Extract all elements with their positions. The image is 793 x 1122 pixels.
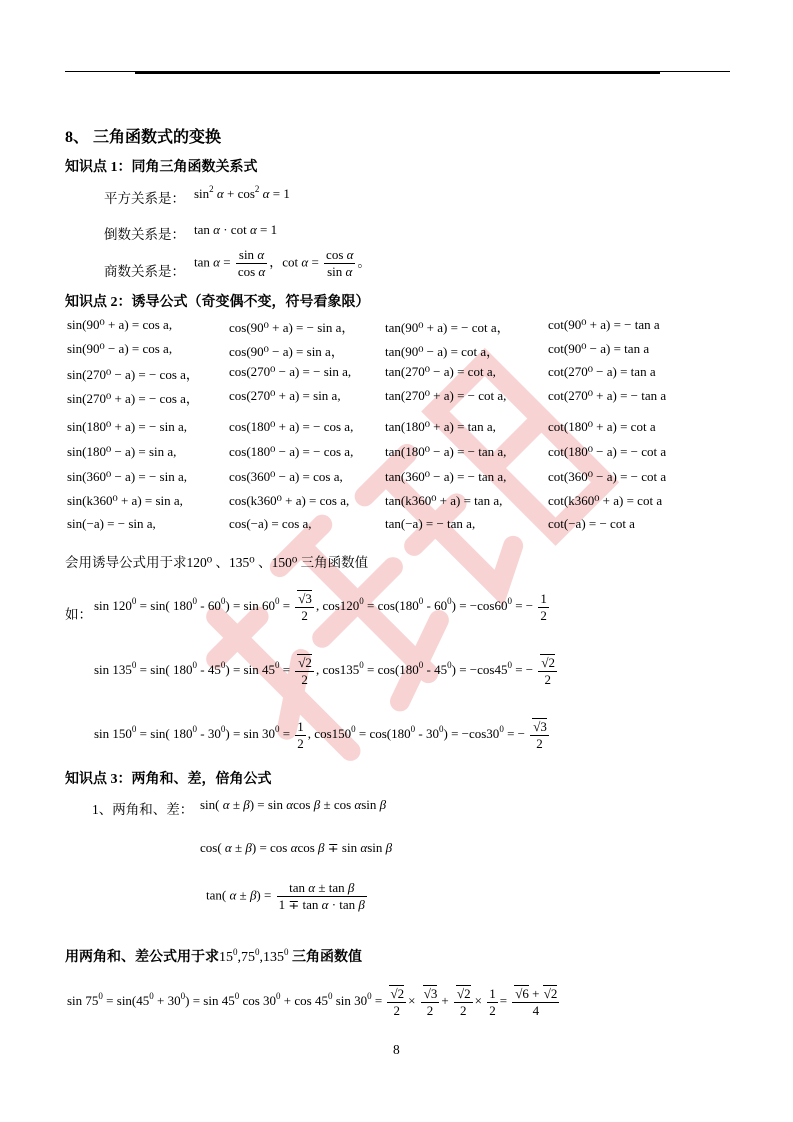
induction-formula-cell: cot(−a) = − cot a [548,516,635,531]
example-120: $\sin 120^0 = \sin$( $180^0 - 60^0) = \sin 60^0$ = $\frac{√3}{2}$ , $\cos 120^0 = \cos(180^0 - 60^0) = -\cos 60^0$ = − $\frac{1}{2}$ [94,590,547,623]
induction-formula-cell: sin(k360⁰ + a) = sin a, [67,493,183,508]
induction-formula-cell: sin(90⁰ + a) = cos a, [67,317,173,332]
example-prefix: 如： [65,607,92,622]
quotient-relation-label: 商数关系是： [104,264,185,279]
induction-formula-cell: sin(180⁰ − a) = sin a, [67,444,177,459]
induction-formula-cell: tan(−a) = − tan a, [385,516,476,531]
induction-formula-cell: tan(90⁰ − a) = cot a， [385,344,500,359]
induction-formula-cell: tan(270⁰ + a) = − cot a, [385,388,507,403]
sin75-formula: $\sin 75^0 = \sin(45^0 + 30^0) = \sin 45^0$ $\cos 30^0 + \cos 45^0$ $\sin 30^0$ = $\frac{√2}{2}$ × $\frac{√3}{2}$ + $\frac{√2}{2}$ × $\frac{1}{2}$ = $\frac{√6 + √2}{4}$ [67,985,558,1018]
induction-formula-cell: tan(k360⁰ + a) = tan a, [385,493,503,508]
induction-formula-cell: cot(180⁰ − a) = − cot a [548,444,667,459]
square-relation-formula: $\sin^2 \alpha + \cos^2 \alpha = 1$ [194,184,290,201]
induction-formula-cell: cot(90⁰ + a) = − tan a [548,317,660,332]
square-relation-label: 平方关系是： [104,191,185,206]
sum-diff-label: 1、两角和、差： [92,802,194,817]
section-title: 8、 三角函数式的变换 [65,129,222,146]
cos-sum-diff-formula: cos( α ± β) = cos αcos β ∓ sin αsin β [200,840,393,855]
induction-formula-cell: cot(270⁰ + a) = − tan a [548,388,667,403]
reciprocal-relation-label: 倒数关系是： [104,227,185,242]
induction-formula-cell: tan(180⁰ − a) = − tan a, [385,444,507,459]
kp2-title: 知识点 2：诱导公式（奇变偶不变，符号看象限） [65,295,370,310]
induction-formula-cell: cos(270⁰ + a) = sin a, [229,388,341,403]
induction-formula-cell: cos(360⁰ − a) = cos a, [229,469,343,484]
sin-sum-diff-formula: sin( α ± β) = sin αcos β ± cos αsin β [200,797,387,812]
induction-formula-cell: cos(270⁰ − a) = − sin a, [229,364,352,379]
example-150: $\sin 150^0 = \sin$( $180^0 - 30^0) = \sin 30^0$ = $\frac{1}{2}$ , $\cos 150^0 = \cos(180^0 - 30^0) = -\cos 30^0$ = − $\frac{√3}{2}$ [94,718,547,751]
induction-formula-cell: cos(180⁰ + a) = − cos a, [229,419,354,434]
induction-formula-cell: cos(−a) = cos a, [229,516,312,531]
induction-formula-cell: tan(270⁰ − a) = cot a, [385,364,496,379]
induction-formula-cell: tan(90⁰ + a) = − cot a， [385,320,510,335]
induction-formula-cell: sin(180⁰ + a) = − sin a, [67,419,187,434]
induction-formula-cell: sin(−a) = − sin a, [67,516,156,531]
kp3-title: 知识点 3：两角和、差，倍角公式 [65,772,272,787]
induction-formula-cell: cot(270⁰ − a) = tan a [548,364,656,379]
induction-formula-cell: cos(k360⁰ + a) = cos a, [229,493,350,508]
header-rule-thick [135,71,660,74]
induction-formula-cell: cot(k360⁰ + a) = cot a [548,493,663,508]
induction-formula-cell: cot(180⁰ + a) = cot a [548,419,656,434]
usage2-text: 用两角和、差公式用于求$15^0,75^0,135^0$ 三角函数值 [65,947,362,965]
kp1-title: 知识点 1：同角三角函数关系式 [65,160,258,175]
induction-formula-cell: cos(180⁰ − a) = − cos a, [229,444,354,459]
page-number: 8 [393,1042,400,1057]
induction-formula-cell: tan(180⁰ + a) = tan a, [385,419,496,434]
induction-formula-cell: sin(270⁰ + a) = − cos a， [67,391,199,406]
usage-text: 会用诱导公式用于求120⁰ 、135⁰ 、150⁰ 三角函数值 [65,555,369,570]
induction-formula-cell: cot(90⁰ − a) = tan a [548,341,650,356]
induction-formula-cell: cos(90⁰ − a) = sin a， [229,344,344,359]
induction-formula-cell: sin(360⁰ − a) = − sin a, [67,469,187,484]
induction-formula-cell: cos(90⁰ + a) = − sin a， [229,320,355,335]
quotient-relation-formula: tan α = $\frac{\text{sin α}}{\text{cos α}}$ ，cot α = $\frac{\text{cos α}}{\text{sin α}}$ 。 [194,247,371,279]
induction-formula-cell: cot(360⁰ − a) = − cot a [548,469,667,484]
tan-sum-diff-formula: tan( α ± β) = $\frac{\text{tan α ± tan β}}{\text{1 ∓ tan α · tan β}}$ [206,880,365,912]
induction-formula-cell: sin(270⁰ − a) = − cos a， [67,367,199,382]
induction-formula-cell: sin(90⁰ − a) = cos a, [67,341,173,356]
example-135: $\sin 135^0 = \sin$( $180^0 - 45^0) = \sin 45^0$ = $\frac{√2}{2}$ , $\cos 135^0 = \cos(180^0 - 45^0) = -\cos 45^0$ = − $\frac{√2}{2}$ [94,655,556,687]
induction-formula-cell: tan(360⁰ − a) = − tan a, [385,469,507,484]
reciprocal-relation-formula: tan α · cot α = 1 [194,222,278,237]
